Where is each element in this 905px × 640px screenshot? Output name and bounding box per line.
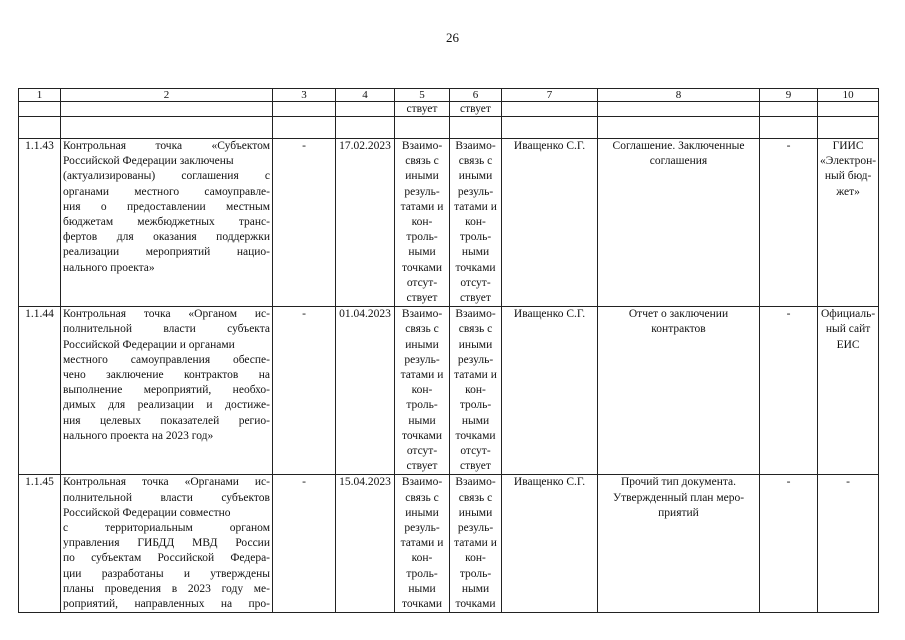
row-link-col5: Взаимо- связь с иными резуль- татами и кон- троль- ными точками отсут- ствует bbox=[395, 139, 450, 307]
header-cell: 7 bbox=[502, 89, 598, 102]
row-link-col6: Взаимо- связь с иными резуль- татами и кон- троль- ными точками отсут- ствует bbox=[450, 307, 502, 475]
row-system: - bbox=[818, 475, 879, 613]
table-row bbox=[19, 475, 879, 613]
row-date: 01.04.2023 bbox=[336, 307, 395, 475]
row-system: Официаль- ный сайт ЕИС bbox=[818, 307, 879, 475]
continuation-row bbox=[19, 102, 879, 117]
row-date: 15.04.2023 bbox=[336, 475, 395, 613]
row-responsible: Иващенко С.Г. bbox=[502, 475, 598, 613]
header-cell: 9 bbox=[760, 89, 818, 102]
row-description: Контрольная точка «Органом ис- полнительной власти субъекта Российской Федерации и органами местного самоуправления обеспе- чено заключение контрактов на выполнение мероприятий, необхо- димых для реализации и достиже- ния целевых показателей регио- нального проекта на 2023 год» bbox=[61, 307, 273, 475]
row-responsible: Иващенко С.Г. bbox=[502, 307, 598, 475]
row-system: ГИИС «Электрон- ный бюд- жет» bbox=[818, 139, 879, 307]
row-date: 17.02.2023 bbox=[336, 139, 395, 307]
row-result: Соглашение. Заключенные соглашения bbox=[598, 139, 760, 307]
header-cell: 5 bbox=[395, 89, 450, 102]
col9-value: - bbox=[760, 139, 818, 307]
header-cell: 2 bbox=[61, 89, 273, 102]
row-number: 1.1.45 bbox=[19, 475, 61, 613]
row-responsible: Иващенко С.Г. bbox=[502, 139, 598, 307]
header-cell: 8 bbox=[598, 89, 760, 102]
header-cell: 10 bbox=[818, 89, 879, 102]
col3-value: - bbox=[273, 475, 336, 613]
col3-value: - bbox=[273, 307, 336, 475]
col9-value: - bbox=[760, 475, 818, 613]
continuation-text: ствует bbox=[450, 102, 502, 117]
header-cell: 4 bbox=[336, 89, 395, 102]
header-cell: 3 bbox=[273, 89, 336, 102]
table-row bbox=[19, 307, 879, 475]
continuation-text: ствует bbox=[395, 102, 450, 117]
row-number: 1.1.43 bbox=[19, 139, 61, 307]
row-link-col5: Взаимо- связь с иными резуль- татами и кон- троль- ными точками отсут- ствует bbox=[395, 307, 450, 475]
row-description: Контрольная точка «Органами ис- полнительной власти субъектов Российской Федерации совместно с территориальным органом управления ГИБДД МВД России по субъектам Российской Федера- ции разработаны и утверждены планы проведения в 2023 году ме- роприятий, направленных на про- bbox=[61, 475, 273, 613]
row-result: Прочий тип документа. Утвержденный план меро- приятий bbox=[598, 475, 760, 613]
row-link-col6: Взаимо- связь с иными резуль- татами и кон- троль- ными точками bbox=[450, 475, 502, 613]
spacer-row bbox=[19, 117, 879, 139]
header-cell: 6 bbox=[450, 89, 502, 102]
col3-value: - bbox=[273, 139, 336, 307]
row-link-col5: Взаимо- связь с иными резуль- татами и кон- троль- ными точками bbox=[395, 475, 450, 613]
header-cell: 1 bbox=[19, 89, 61, 102]
table-row bbox=[19, 139, 879, 307]
row-link-col6: Взаимо- связь с иными резуль- татами и кон- троль- ными точками отсут- ствует bbox=[450, 139, 502, 307]
page-number: 26 bbox=[446, 30, 459, 45]
row-result: Отчет о заключении контрактов bbox=[598, 307, 760, 475]
col9-value: - bbox=[760, 307, 818, 475]
header-row bbox=[19, 89, 879, 102]
row-description: Контрольная точка «Субъектом Российской Федерации заключены (актуализированы) соглашения с органами местного самоуправле- ния о предоставлении местным бюджетам межбюджетных транс- фертов для оказания поддержки реализации мероприятий нацио- нального проекта» bbox=[61, 139, 273, 307]
row-number: 1.1.44 bbox=[19, 307, 61, 475]
control-points-table bbox=[18, 88, 879, 613]
